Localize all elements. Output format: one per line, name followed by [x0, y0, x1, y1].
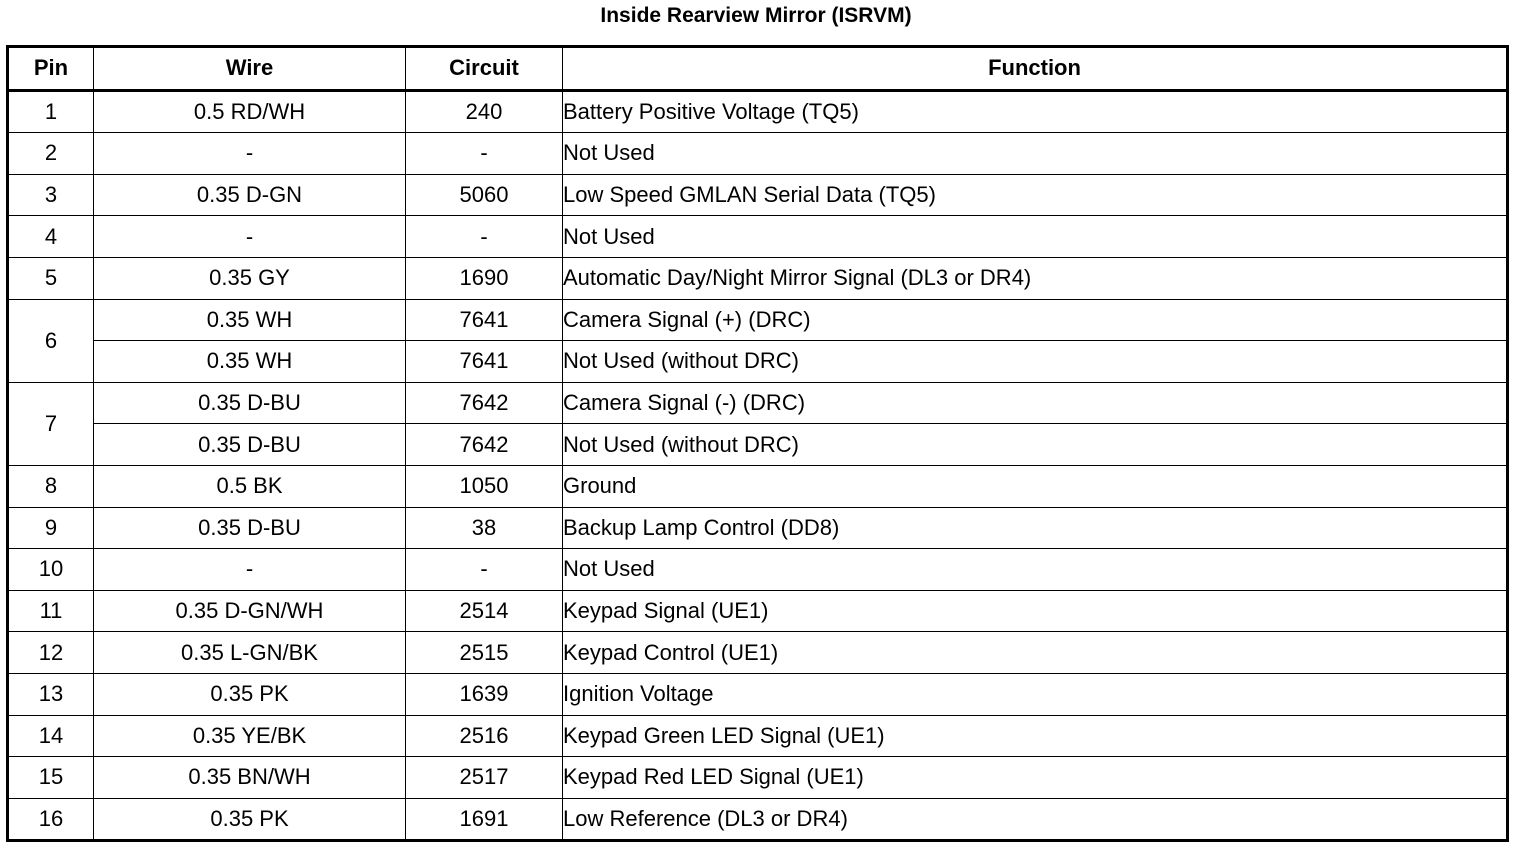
table-row: [8, 673, 1508, 715]
circuit-cell: 1691: [406, 798, 563, 841]
circuit-header: Circuit: [406, 47, 563, 91]
wire-cell: 0.5 BK: [94, 465, 406, 507]
header-row: [8, 47, 1508, 91]
function-cell: Low Speed GMLAN Serial Data (TQ5): [563, 174, 1508, 216]
pin-header: Pin: [8, 47, 94, 91]
function-cell: Backup Lamp Control (DD8): [563, 507, 1508, 549]
pin-cell: 4: [8, 216, 94, 258]
pin-cell: 8: [8, 465, 94, 507]
function-cell: Keypad Control (UE1): [563, 632, 1508, 674]
wire-cell: 0.35 D-GN/WH: [94, 590, 406, 632]
function-header: Function: [563, 47, 1508, 91]
pin-cell: 3: [8, 174, 94, 216]
function-cell: Not Used: [563, 549, 1508, 591]
wire-cell: -: [94, 133, 406, 175]
function-cell: Keypad Signal (UE1): [563, 590, 1508, 632]
function-cell: Camera Signal (-) (DRC): [563, 382, 1508, 424]
circuit-cell: 7641: [406, 299, 563, 341]
circuit-cell: 2516: [406, 715, 563, 757]
table-row: [8, 382, 1508, 424]
table-row: [8, 216, 1508, 258]
wire-cell: 0.35 YE/BK: [94, 715, 406, 757]
wire-cell: 0.35 L-GN/BK: [94, 632, 406, 674]
circuit-cell: -: [406, 133, 563, 175]
circuit-cell: 7642: [406, 382, 563, 424]
table-row: [8, 90, 1508, 133]
pin-cell: 10: [8, 549, 94, 591]
wire-cell: 0.35 WH: [94, 341, 406, 383]
circuit-cell: 2517: [406, 757, 563, 799]
function-cell: Not Used: [563, 216, 1508, 258]
function-cell: Ground: [563, 465, 1508, 507]
wire-cell: 0.35 PK: [94, 798, 406, 841]
table-row: [8, 590, 1508, 632]
wire-cell: -: [94, 549, 406, 591]
table-row: [8, 757, 1508, 799]
function-cell: Not Used (without DRC): [563, 341, 1508, 383]
circuit-cell: 7642: [406, 424, 563, 466]
pin-cell: 16: [8, 798, 94, 841]
table-row: [8, 632, 1508, 674]
circuit-cell: -: [406, 549, 563, 591]
wire-cell: 0.35 D-BU: [94, 507, 406, 549]
function-cell: Automatic Day/Night Mirror Signal (DL3 or DR4): [563, 257, 1508, 299]
pin-cell: 9: [8, 507, 94, 549]
wire-cell: 0.35 D-GN: [94, 174, 406, 216]
wire-header: Wire: [94, 47, 406, 91]
table-row: [8, 257, 1508, 299]
wire-cell: 0.35 BN/WH: [94, 757, 406, 799]
pin-cell: 7: [8, 382, 94, 465]
pin-cell: 14: [8, 715, 94, 757]
wire-cell: -: [94, 216, 406, 258]
wire-cell: 0.35 PK: [94, 673, 406, 715]
table-row: [8, 507, 1508, 549]
pin-cell: 15: [8, 757, 94, 799]
function-cell: Camera Signal (+) (DRC): [563, 299, 1508, 341]
pin-cell: 6: [8, 299, 94, 382]
wire-cell: 0.35 D-BU: [94, 382, 406, 424]
table-row: [8, 424, 1508, 466]
function-cell: Ignition Voltage: [563, 673, 1508, 715]
circuit-cell: 1050: [406, 465, 563, 507]
table-row: [8, 798, 1508, 841]
circuit-cell: 1690: [406, 257, 563, 299]
circuit-cell: -: [406, 216, 563, 258]
table-row: [8, 133, 1508, 175]
circuit-cell: 7641: [406, 341, 563, 383]
circuit-cell: 38: [406, 507, 563, 549]
circuit-cell: 2515: [406, 632, 563, 674]
function-cell: Not Used: [563, 133, 1508, 175]
pin-cell: 13: [8, 673, 94, 715]
wire-cell: 0.5 RD/WH: [94, 90, 406, 133]
pin-cell: 5: [8, 257, 94, 299]
table-row: [8, 174, 1508, 216]
table-row: [8, 549, 1508, 591]
function-cell: Not Used (without DRC): [563, 424, 1508, 466]
pin-cell: 11: [8, 590, 94, 632]
function-cell: Keypad Red LED Signal (UE1): [563, 757, 1508, 799]
circuit-cell: 240: [406, 90, 563, 133]
table-row: [8, 715, 1508, 757]
function-cell: Low Reference (DL3 or DR4): [563, 798, 1508, 841]
circuit-cell: 2514: [406, 590, 563, 632]
pinout-table: [6, 45, 1509, 842]
wire-cell: 0.35 GY: [94, 257, 406, 299]
pin-cell: 1: [8, 90, 94, 133]
table-row: [8, 299, 1508, 341]
wire-cell: 0.35 WH: [94, 299, 406, 341]
function-cell: Battery Positive Voltage (TQ5): [563, 90, 1508, 133]
wire-cell: 0.35 D-BU: [94, 424, 406, 466]
function-cell: Keypad Green LED Signal (UE1): [563, 715, 1508, 757]
pin-cell: 12: [8, 632, 94, 674]
circuit-cell: 1639: [406, 673, 563, 715]
circuit-cell: 5060: [406, 174, 563, 216]
pin-cell: 2: [8, 133, 94, 175]
table-row: [8, 341, 1508, 383]
table-title: Inside Rearview Mirror (ISRVM): [600, 4, 912, 27]
table-row: [8, 465, 1508, 507]
